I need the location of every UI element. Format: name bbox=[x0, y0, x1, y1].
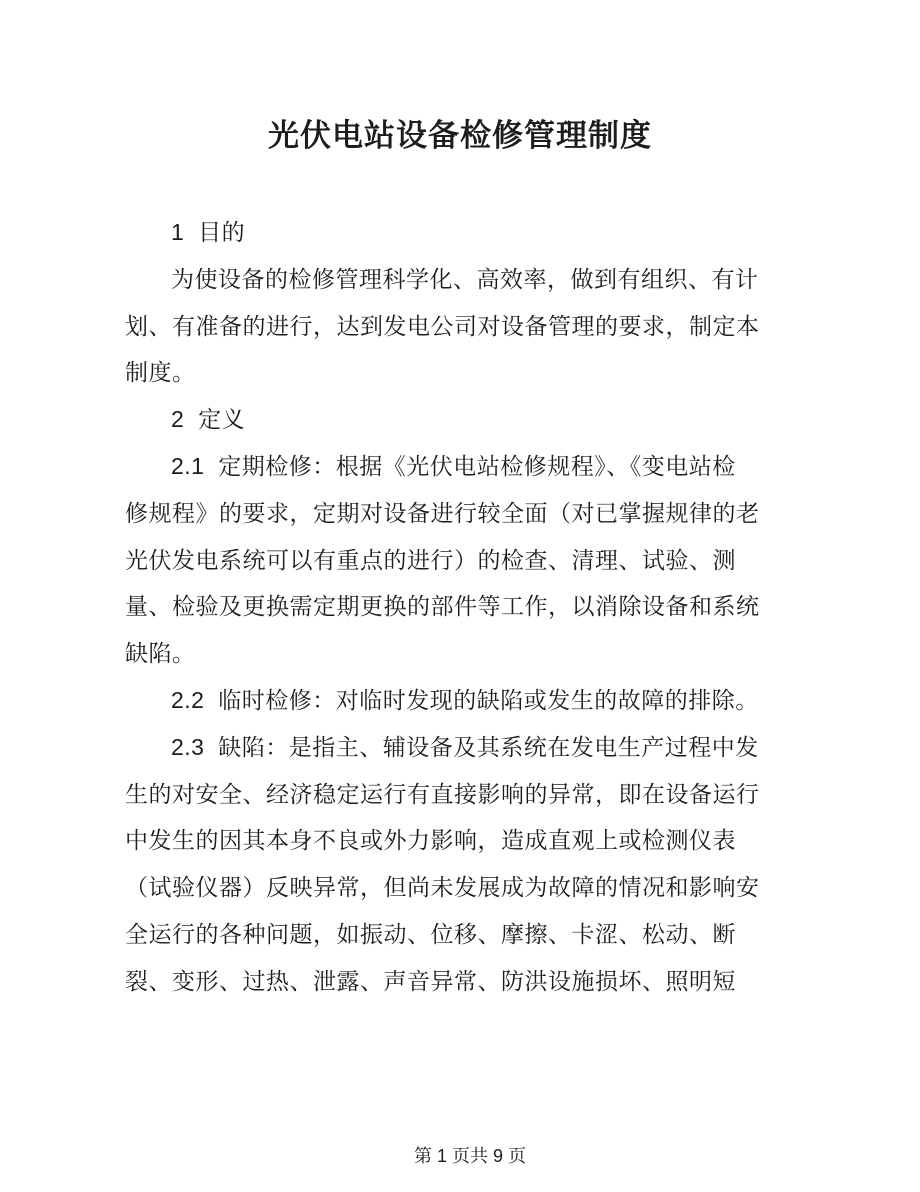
page-footer bbox=[0, 1108, 920, 1166]
text-line: 中发生的因其本身不良或外力影响，造成直观上或检测仪表 bbox=[125, 827, 736, 854]
text-line: 缺陷。 bbox=[125, 640, 196, 667]
text-line: 裂、变形、过热、泄露、声音异常、防洪设施损坏、照明短 bbox=[125, 967, 736, 994]
document-body bbox=[125, 209, 805, 1005]
text-line: 全运行的各种问题，如振动、位移、摩擦、卡涩、松动、断 bbox=[125, 920, 736, 947]
text-line: 为使设备的检修管理科学化、高效率，做到有组织、有计 bbox=[171, 265, 759, 292]
text-line: 量、检验及更换需定期更换的部件等工作，以消除设备和系统 bbox=[125, 593, 760, 620]
page-number: 第 1 页共 9 页 bbox=[413, 1146, 527, 1166]
text-line: 制度。 bbox=[125, 359, 196, 386]
text-line: 划、有准备的进行，达到发电公司对设备管理的要求，制定本 bbox=[125, 312, 760, 339]
document-title: 光伏电站设备检修管理制度 bbox=[268, 118, 652, 153]
text-line: 光伏发电系统可以有重点的进行）的检查、清理、试验、测 bbox=[125, 546, 736, 573]
text-line: 生的对安全、经济稳定运行有直接影响的异常，即在设备运行 bbox=[125, 780, 760, 807]
text-line: （试验仪器）反映异常，但尚未发展成为故障的情况和影响安 bbox=[125, 874, 760, 901]
heading-line: 2 定义 bbox=[171, 406, 246, 433]
text-line: 2.1 定期检修：根据《光伏电站检修规程》、《变电站检 bbox=[171, 452, 736, 479]
heading-line: 1 目的 bbox=[171, 219, 246, 245]
text-line: 2.2 临时检修：对临时发现的缺陷或发生的故障的排除。 bbox=[171, 686, 759, 713]
text-line: 修规程》的要求，定期对设备进行较全面（对已掌握规律的老 bbox=[125, 499, 760, 526]
text-line: 2.3 缺陷：是指主、辅设备及其系统在发电生产过程中发 bbox=[171, 733, 759, 760]
